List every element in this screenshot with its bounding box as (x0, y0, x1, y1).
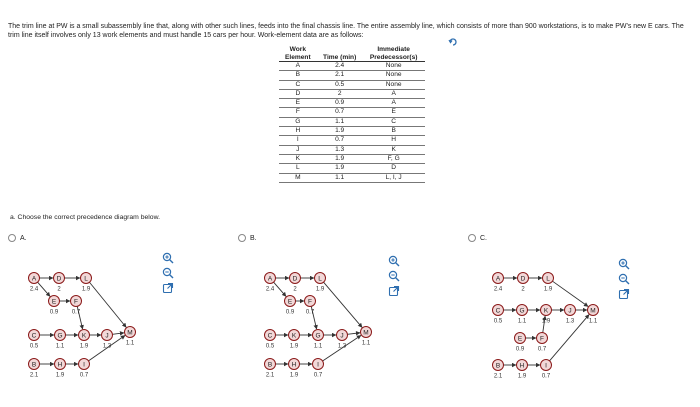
node-I (313, 359, 324, 379)
node-C (265, 330, 276, 350)
node-F (71, 296, 82, 316)
cell-predecessors: L, I, J (385, 173, 402, 181)
cell-predecessors: None (385, 71, 402, 79)
edge-L-M (89, 282, 126, 327)
cell-predecessors: D (391, 164, 397, 172)
node-label: B (495, 362, 501, 370)
node-A (265, 273, 276, 293)
table-row (279, 145, 425, 154)
option-b-radio[interactable] (238, 234, 246, 242)
node-label: L (318, 275, 322, 283)
node-K (289, 330, 300, 350)
node-label: F (308, 298, 312, 306)
zoom-out-icon[interactable] (388, 270, 400, 282)
node-label: I (317, 361, 319, 369)
node-label: K (291, 332, 297, 340)
node-time: 1.9 (79, 343, 89, 350)
expand-icon[interactable] (448, 38, 458, 46)
option-c[interactable] (468, 234, 487, 242)
node-time: 1.9 (289, 372, 299, 379)
node-label: H (519, 362, 525, 370)
node-A (493, 273, 504, 293)
table-row (279, 136, 425, 145)
node-time: 2.1 (29, 372, 39, 379)
node-time: 1.1 (55, 343, 65, 350)
node-time: 0.5 (29, 343, 39, 350)
node-label: H (57, 361, 63, 369)
node-G (517, 305, 528, 325)
node-H (517, 360, 528, 380)
open-popup-icon[interactable] (162, 282, 174, 294)
node-label: I (83, 361, 85, 369)
node-label: J (340, 332, 344, 340)
node-time: 0.7 (71, 309, 81, 316)
node-E (285, 296, 296, 316)
node-J (565, 305, 576, 325)
node-E (49, 296, 60, 316)
zoom-out-icon[interactable] (618, 273, 630, 285)
node-H (289, 359, 300, 379)
cell-element: B (295, 71, 301, 79)
cell-element: F (295, 108, 300, 116)
node-J (337, 330, 348, 350)
edge-J-M (347, 333, 360, 335)
node-time: 1.1 (313, 343, 323, 350)
node-time: 2 (521, 286, 525, 293)
node-time: 0.7 (541, 373, 551, 380)
node-label: E (51, 298, 57, 306)
cell-element: D (295, 89, 301, 97)
table-row (279, 108, 425, 117)
zoom-in-icon[interactable] (618, 258, 630, 270)
node-label: C (495, 307, 501, 315)
cell-predecessors: E (391, 108, 396, 116)
cell-element: L (295, 164, 300, 172)
edge-L-M (552, 281, 588, 306)
cell-element: M (295, 173, 301, 181)
cell-predecessors: None (385, 62, 402, 69)
cell-predecessors: None (385, 80, 402, 88)
option-b-label: B. (250, 234, 257, 242)
node-label: M (363, 329, 369, 337)
node-E (515, 333, 526, 353)
node-K (79, 330, 90, 350)
node-time: 0.7 (313, 372, 323, 379)
cell-predecessors: C (391, 117, 397, 125)
cell-time: 0.9 (335, 99, 345, 107)
table-row (279, 99, 425, 108)
node-L (315, 273, 326, 293)
node-B (493, 360, 504, 380)
node-M (125, 327, 136, 347)
problem-intro: The trim line at PW is a small subassembly line that, along with other such lines, feeds into the final chassis line. The entire assembly line, which consists of more than 900 workstations, is to make PW's new E cars. The trim line itself involves only 13 work elements and must handle 15 cars per hour. Work-element data are as follows: (8, 23, 684, 39)
node-time: 1.9 (55, 372, 65, 379)
node-time: 1.3 (102, 343, 112, 350)
node-label: A (267, 275, 273, 283)
cell-time: 0.7 (335, 108, 345, 116)
node-time: 1.3 (337, 343, 347, 350)
node-time: 0.7 (79, 372, 89, 379)
cell-time: 2.1 (335, 71, 345, 79)
option-a[interactable] (8, 234, 27, 242)
node-time: 0.7 (537, 346, 547, 353)
header-time: Time (min) (323, 53, 357, 61)
node-time: 2 (57, 286, 61, 293)
header-predecessors: Immediate Predecessor(s) (369, 46, 418, 61)
edge-A-E (38, 282, 50, 296)
node-D (518, 273, 529, 293)
cell-element: C (295, 80, 301, 88)
node-label: L (546, 275, 550, 283)
node-time: 1.1 (517, 318, 527, 325)
cell-time: 1.1 (335, 173, 345, 181)
cell-element: A (295, 62, 301, 69)
node-label: D (56, 275, 62, 283)
node-time: 2.4 (29, 286, 39, 293)
node-label: A (31, 275, 37, 283)
node-label: J (105, 332, 109, 340)
node-D (290, 273, 301, 293)
node-time: 2.4 (265, 286, 275, 293)
table-row (279, 117, 425, 126)
option-a-label: A. (20, 234, 27, 242)
cell-time: 1.9 (335, 127, 345, 135)
cell-time: 1.9 (335, 154, 345, 162)
node-time: 2 (293, 286, 297, 293)
option-c-label: C. (480, 234, 487, 242)
node-label: G (315, 332, 321, 340)
cell-element: G (295, 117, 301, 125)
table-row (279, 164, 425, 173)
node-time: 1.9 (289, 343, 299, 350)
zoom-out-icon[interactable] (162, 267, 174, 279)
node-label: G (57, 332, 63, 340)
cell-predecessors: A (391, 89, 396, 97)
toolbar-c (618, 258, 632, 300)
table-row (279, 127, 425, 136)
node-C (29, 330, 40, 350)
cell-time: 1.3 (335, 145, 345, 153)
node-time: 1.3 (565, 318, 575, 325)
node-label: C (267, 332, 273, 340)
node-time: 2.1 (265, 372, 275, 379)
node-label: F (540, 335, 544, 343)
node-label: M (127, 329, 133, 337)
node-label: I (545, 362, 547, 370)
cell-predecessors: B (391, 127, 396, 135)
node-time: 1.9 (81, 286, 91, 293)
edge-A-E (274, 282, 286, 296)
table-row (279, 62, 425, 71)
diagram-a (26, 268, 151, 386)
node-label: E (517, 335, 523, 343)
cell-predecessors: F, G (387, 154, 400, 162)
edge-J-M (112, 333, 124, 335)
node-F (305, 296, 316, 316)
node-label: K (81, 332, 87, 340)
node-time: 1.1 (125, 340, 135, 347)
node-label: B (267, 361, 273, 369)
option-a-radio[interactable] (8, 234, 16, 242)
node-label: L (84, 275, 88, 283)
cell-time: 2.4 (335, 62, 345, 69)
node-M (588, 305, 599, 325)
cell-predecessors: K (391, 145, 396, 153)
open-popup-icon[interactable] (618, 288, 630, 300)
cell-time: 1.9 (335, 164, 345, 172)
node-D (54, 273, 65, 293)
node-J (102, 330, 113, 350)
header-work-element: Work Element (285, 46, 311, 61)
option-b[interactable] (238, 234, 257, 242)
node-F (537, 333, 548, 353)
table-row (279, 80, 425, 89)
cell-time: 2 (337, 89, 342, 97)
cell-predecessors: H (391, 136, 397, 144)
toolbar-a (162, 252, 176, 294)
node-label: J (568, 307, 572, 315)
node-L (81, 273, 92, 293)
option-c-radio[interactable] (468, 234, 476, 242)
open-popup-icon[interactable] (388, 285, 400, 297)
toolbar-b (388, 255, 402, 297)
node-label: F (74, 298, 78, 306)
node-G (313, 330, 324, 350)
node-label: B (31, 361, 37, 369)
node-I (79, 359, 90, 379)
node-time: 0.9 (49, 309, 59, 316)
node-G (55, 330, 66, 350)
node-label: M (590, 307, 596, 315)
node-time: 0.5 (493, 318, 503, 325)
question-text: a. Choose the correct precedence diagram below. (10, 214, 160, 221)
table-row (279, 71, 425, 80)
node-M (361, 327, 372, 347)
node-A (29, 273, 40, 293)
cell-element: I (296, 136, 299, 144)
node-H (55, 359, 66, 379)
node-time: 2.4 (493, 286, 503, 293)
node-time: 0.5 (265, 343, 275, 350)
node-label: A (495, 275, 501, 283)
edge-L-M (324, 282, 363, 327)
cell-time: 0.7 (335, 136, 345, 144)
node-B (265, 359, 276, 379)
zoom-in-icon[interactable] (388, 255, 400, 267)
node-label: K (543, 307, 549, 315)
work-element-table (279, 46, 425, 183)
cell-predecessors: A (391, 99, 396, 107)
zoom-in-icon[interactable] (162, 252, 174, 264)
node-B (29, 359, 40, 379)
node-label: E (287, 298, 293, 306)
node-label: C (31, 332, 37, 340)
node-time: 1.9 (543, 286, 553, 293)
cell-element: J (296, 145, 300, 153)
node-time: 0.9 (515, 346, 525, 353)
cell-element: H (295, 127, 301, 135)
table-row (279, 89, 425, 98)
node-time: 2.1 (493, 373, 503, 380)
node-C (493, 305, 504, 325)
node-time: 1.1 (588, 318, 598, 325)
node-label: D (520, 275, 526, 283)
node-time: 0.7 (305, 309, 315, 316)
node-time: 1.9 (541, 318, 551, 325)
cell-time: 0.5 (335, 80, 345, 88)
node-K (541, 305, 552, 325)
cell-element: E (295, 99, 301, 107)
node-label: H (291, 361, 297, 369)
cell-element: K (295, 154, 301, 162)
table-row (279, 173, 425, 182)
node-time: 1.1 (361, 340, 371, 347)
node-time: 1.9 (517, 373, 527, 380)
node-label: G (519, 307, 525, 315)
cell-time: 1.1 (335, 117, 345, 125)
table-row (279, 154, 425, 163)
diagram-c (490, 268, 615, 386)
diagram-b (262, 268, 387, 386)
node-time: 1.9 (315, 286, 325, 293)
node-label: D (292, 275, 298, 283)
node-L (543, 273, 554, 293)
node-I (541, 360, 552, 380)
node-time: 0.9 (285, 309, 295, 316)
